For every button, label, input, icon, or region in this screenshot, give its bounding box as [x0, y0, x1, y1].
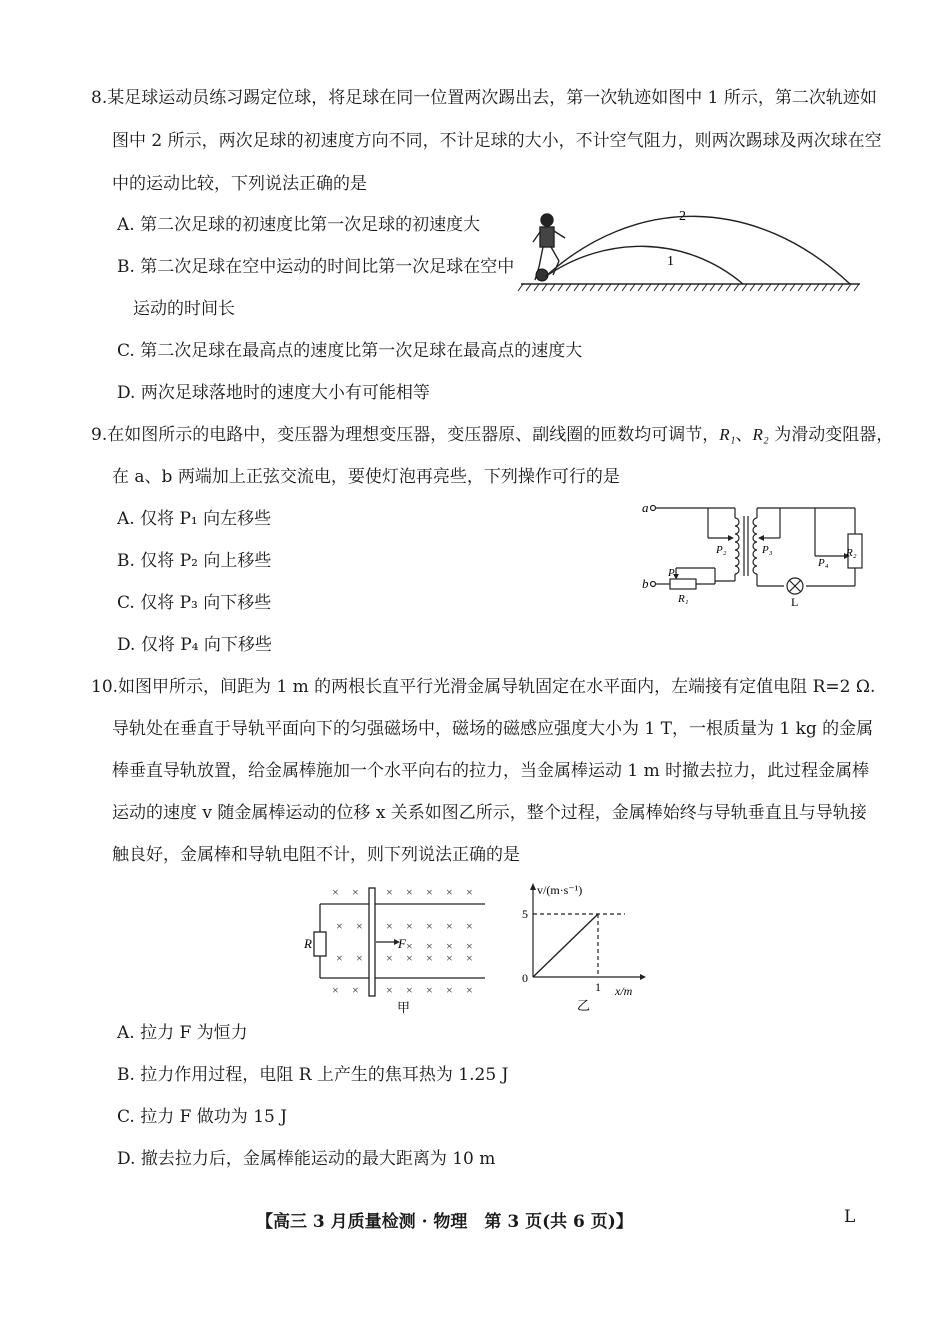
label-r: R: [304, 936, 312, 951]
svg-text:×: ×: [426, 885, 433, 899]
svg-text:×: ×: [352, 885, 359, 899]
svg-text:×: ×: [426, 939, 433, 953]
y-axis-label: v/(m·s⁻¹): [537, 883, 583, 897]
label-1: 1: [667, 254, 674, 269]
svg-text:×: ×: [336, 951, 343, 965]
q8-option-d: D. 两次足球落地时的速度大小有可能相等: [117, 383, 430, 403]
svg-text:×: ×: [336, 919, 343, 933]
q9-option-d: D. 仅将 P₄ 向下移些: [117, 635, 272, 655]
label-2: 2: [679, 209, 686, 224]
q10-stem-line5: 触良好，金属棒和导轨电阻不计，则下列说法正确的是: [112, 845, 520, 865]
svg-text:×: ×: [406, 951, 413, 965]
svg-text:×: ×: [356, 919, 363, 933]
label-p3: P₃: [762, 544, 773, 556]
svg-text:×: ×: [466, 939, 473, 953]
q9-stem-line1: 9.在如图所示的电路中，变压器为理想变压器，变压器原、副线圈的匝数均可调节，R₁、R₂ 为滑动变阻器，: [91, 425, 894, 445]
label-p2: P₂: [716, 544, 727, 556]
label-p4: P₄: [818, 557, 829, 569]
q8-football-figure: [515, 205, 865, 300]
q9-stem-line2: 在 a、b 两端加上正弦交流电，要使灯泡再亮些，下列操作可行的是: [112, 467, 620, 487]
svg-text:×: ×: [386, 885, 393, 899]
q8-stem-line1: 8.某足球运动员练习踢定位球，将足球在同一位置两次踢出去，第一次轨迹如图中 1 所示，第二次轨迹如: [91, 88, 877, 108]
svg-text:×: ×: [352, 983, 359, 997]
svg-text:×: ×: [466, 919, 473, 933]
terminal-b: b: [642, 576, 649, 591]
q10-stem-line3: 棒垂直导轨放置，给金属棒施加一个水平向右的拉力，当金属棒运动 1 m 时撤去拉力，此过程金属棒: [112, 761, 870, 781]
caption-jia: 甲: [397, 1000, 411, 1015]
q8-stem-line3: 中的运动比较，下列说法正确的是: [112, 174, 367, 194]
svg-text:×: ×: [466, 885, 473, 899]
q10-stem-line4: 运动的速度 v 随金属棒运动的位移 x 关系如图乙所示，整个过程，金属棒始终与导轨垂直且与导轨接: [112, 803, 867, 823]
tick-x-1: 1: [595, 980, 601, 994]
q8-option-b-cont: 运动的时间长: [133, 299, 235, 319]
q8-option-b: B. 第二次足球在空中运动的时间比第一次足球在空中: [117, 257, 515, 277]
svg-text:×: ×: [426, 951, 433, 965]
label-r2: R₂: [846, 547, 857, 559]
svg-text:×: ×: [386, 983, 393, 997]
svg-text:×: ×: [446, 983, 453, 997]
tick-y-5: 5: [522, 907, 528, 921]
q10-option-b: B. 拉力作用过程，电阻 R 上产生的焦耳热为 1.25 J: [117, 1065, 509, 1085]
x-axis-label: x/m: [615, 984, 633, 998]
terminal-a: a: [642, 500, 649, 515]
trajectory-2: [545, 216, 850, 284]
svg-text:×: ×: [332, 983, 339, 997]
q9-option-b: B. 仅将 P₂ 向上移些: [117, 551, 272, 571]
svg-text:×: ×: [406, 983, 413, 997]
svg-text:×: ×: [466, 983, 473, 997]
svg-text:×: ×: [406, 919, 413, 933]
svg-text:×: ×: [356, 951, 363, 965]
page-footer: 【高三 3 月质量检测 · 物理 第 3 页(共 6 页)】: [256, 1212, 633, 1232]
svg-text:×: ×: [466, 951, 473, 965]
label-p1: P₁: [668, 567, 679, 579]
caption-yi: 乙: [577, 998, 591, 1013]
q10-figure-yi: [515, 878, 650, 1013]
q8-option-a: A. 第二次足球的初速度比第一次足球的初速度大: [117, 215, 481, 235]
q10-option-d: D. 撤去拉力后，金属棒能运动的最大距离为 10 m: [117, 1149, 496, 1169]
q9-option-a: A. 仅将 P₁ 向左移些: [117, 509, 272, 529]
label-f: F: [398, 936, 406, 951]
svg-text:×: ×: [426, 919, 433, 933]
q9-circuit-figure: [640, 498, 865, 610]
svg-text:×: ×: [406, 885, 413, 899]
q8-option-c: C. 第二次足球在最高点的速度比第一次足球在最高点的速度大: [117, 341, 583, 361]
svg-text:×: ×: [446, 951, 453, 965]
label-lamp: L: [791, 595, 799, 609]
svg-text:×: ×: [446, 919, 453, 933]
svg-text:×: ×: [332, 885, 339, 899]
svg-text:×: ×: [406, 939, 413, 953]
q10-option-c: C. 拉力 F 做功为 15 J: [117, 1107, 288, 1127]
velocity-line: [533, 914, 598, 977]
svg-text:×: ×: [386, 951, 393, 965]
q10-option-a: A. 拉力 F 为恒力: [117, 1023, 248, 1043]
svg-text:×: ×: [386, 919, 393, 933]
label-r1: R₁: [678, 593, 689, 605]
origin-label: 0: [522, 971, 528, 985]
q9-option-c: C. 仅将 P₃ 向下移些: [117, 593, 272, 613]
svg-text:×: ×: [446, 885, 453, 899]
svg-text:×: ×: [446, 939, 453, 953]
svg-text:×: ×: [426, 983, 433, 997]
q10-figure-jia: [300, 880, 495, 1015]
paper-code: L: [844, 1207, 856, 1227]
q10-stem-line2: 导轨处在垂直于导轨平面向下的匀强磁场中，磁场的磁感应强度大小为 1 T，一根质量为 1 kg 的金属: [112, 719, 874, 739]
q8-stem-line2: 图中 2 所示，两次足球的初速度方向不同，不计足球的大小，不计空气阻力，则两次踢球及两次球在空: [112, 131, 882, 151]
trajectory-1: [545, 246, 743, 284]
q10-stem-line1: 10.如图甲所示，间距为 1 m 的两根长直平行光滑金属导轨固定在水平面内，左端接有定值电阻 R=2 Ω.: [91, 677, 876, 697]
